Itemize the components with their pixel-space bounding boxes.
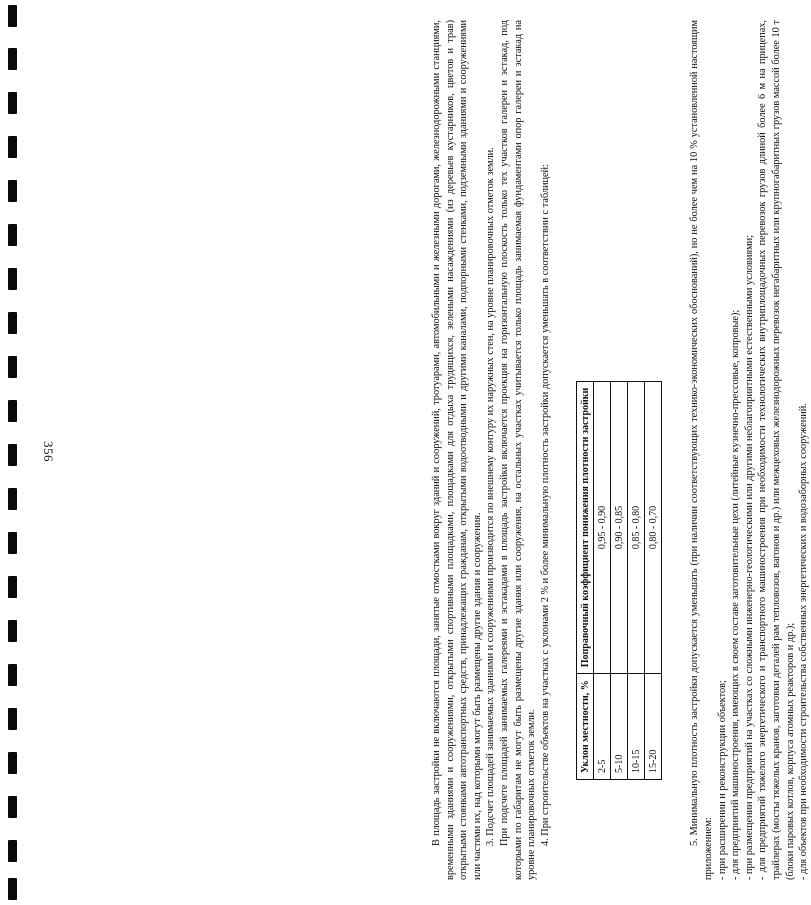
table-cell: 10-15 <box>628 674 645 780</box>
list-item: - для предприятий тяжелого энергетического и транспортного машиностроения при необходимости технологических внутриплощадочных перевозок грузов длиной более 6 м на прицепах, трайлерах (мосты тяжелых кранов, заготовки деталей рам тепловозов, вагонов и др.) или межцеховых железнодорожных перевозок негабаритных или крупногабаритных грузов массой более 10 т (блоки паровых котлов, корпуса атомных реакторов и др.); <box>757 20 796 880</box>
page-number: 356 <box>41 441 56 462</box>
table-header: Уклон местности, % <box>577 674 594 780</box>
binding-hole <box>8 180 17 202</box>
binding-hole <box>8 400 17 422</box>
binding-hole <box>8 48 17 70</box>
list-item: - для объектов при необходимости строительства собственных энергетических и водозаборных сооружений. <box>798 403 810 880</box>
paragraph: При подсчете площадей занимаемых галереями и эстакадами в площадь застройки включается проекция на горизонтальную плоскость только тех участков галереи и эстакад, под которыми по габаритам не могут быть размещены другие здания или сооружения, на остальных участках учитывается только площадь занимаемая фундаментами опор галереи и эстакад на уровне планировочных отметок земли. <box>498 20 538 880</box>
binding-hole <box>8 664 17 686</box>
binding-hole <box>8 796 17 818</box>
paragraph: 3. Подсчет площадей занимаемых зданиями и сооружениями производится по внешнему контуру их наружных стен, на уровне планировочных отметок земли. <box>485 147 497 846</box>
paragraph: В площадь застройки не включаются площади, занятые отмостками вокруг зданий и сооружений, тротуарами, автомобильными и железными дорогами, железнодорожными станциями, временными зданиями и сооружениями, открытыми спортивными площадками, площадками для отдыха трудящихся, зелеными насаждениями (из деревьев кустарников, цветов и трав) открытыми стоянками автотранспортных средств, принадлежащих гражданам, открытыми водоотводными и другими каналами, подпорными стенками, подземными зданиями и сооружениями или частями их, над которыми могут быть размещены другие здания и сооружения. <box>431 20 483 880</box>
table-row <box>594 381 611 779</box>
table-cell: 0,80 - 0,70 <box>645 381 662 674</box>
binding-hole <box>8 444 17 466</box>
binding-hole <box>8 878 17 900</box>
table-header: Поправочный коэффициент понижения плотности застройки <box>577 381 594 674</box>
table-cell: 5-10 <box>611 674 628 780</box>
paragraph: 5. Минимальную плотность застройки допускается уменьшать (при наличии соответствующих технико-экономических обоснований), но не более чем на 10 % установленной настоящим приложением: <box>689 20 714 880</box>
list-item: - для предприятий машиностроения, имеющих в своем составе заготовительные цехи (литейные кузнечно-прессовые, копровые); <box>730 309 742 880</box>
binding-holes <box>8 0 18 905</box>
binding-hole <box>8 576 17 598</box>
table-row <box>645 381 662 779</box>
binding-hole <box>8 752 17 774</box>
table-cell: 0,85 - 0,80 <box>628 381 645 674</box>
binding-hole <box>8 356 17 378</box>
table-row <box>628 381 645 779</box>
table-row <box>611 381 628 779</box>
list-item: - при расширении и реконструкции объектов; <box>716 680 728 880</box>
binding-hole <box>8 620 17 642</box>
binding-hole <box>8 5 17 27</box>
paragraph: 4. При строительстве объектов на участках с уклонами 2 % и более минимальную плотность застройки допускается уменьшать в соответствии с таблицей: <box>539 164 551 846</box>
binding-hole <box>8 312 17 334</box>
table-cell: 0,95 - 0,90 <box>594 381 611 674</box>
table-cell: 15-20 <box>645 674 662 780</box>
binding-hole <box>8 532 17 554</box>
page-content <box>430 20 810 880</box>
table-cell: 0,90 - 0,85 <box>611 381 628 674</box>
binding-hole <box>8 136 17 158</box>
slope-correction-table <box>576 381 662 780</box>
list-item: - при размещении предприятий на участках со сложными инженерно-геологическими или другими неблагоприятными естественными условиями; <box>743 235 755 880</box>
binding-hole <box>8 224 17 246</box>
binding-hole <box>8 268 17 290</box>
binding-hole <box>8 488 17 510</box>
table-cell: 2-5 <box>594 674 611 780</box>
binding-hole <box>8 92 17 114</box>
binding-hole <box>8 840 17 862</box>
binding-hole <box>8 708 17 730</box>
